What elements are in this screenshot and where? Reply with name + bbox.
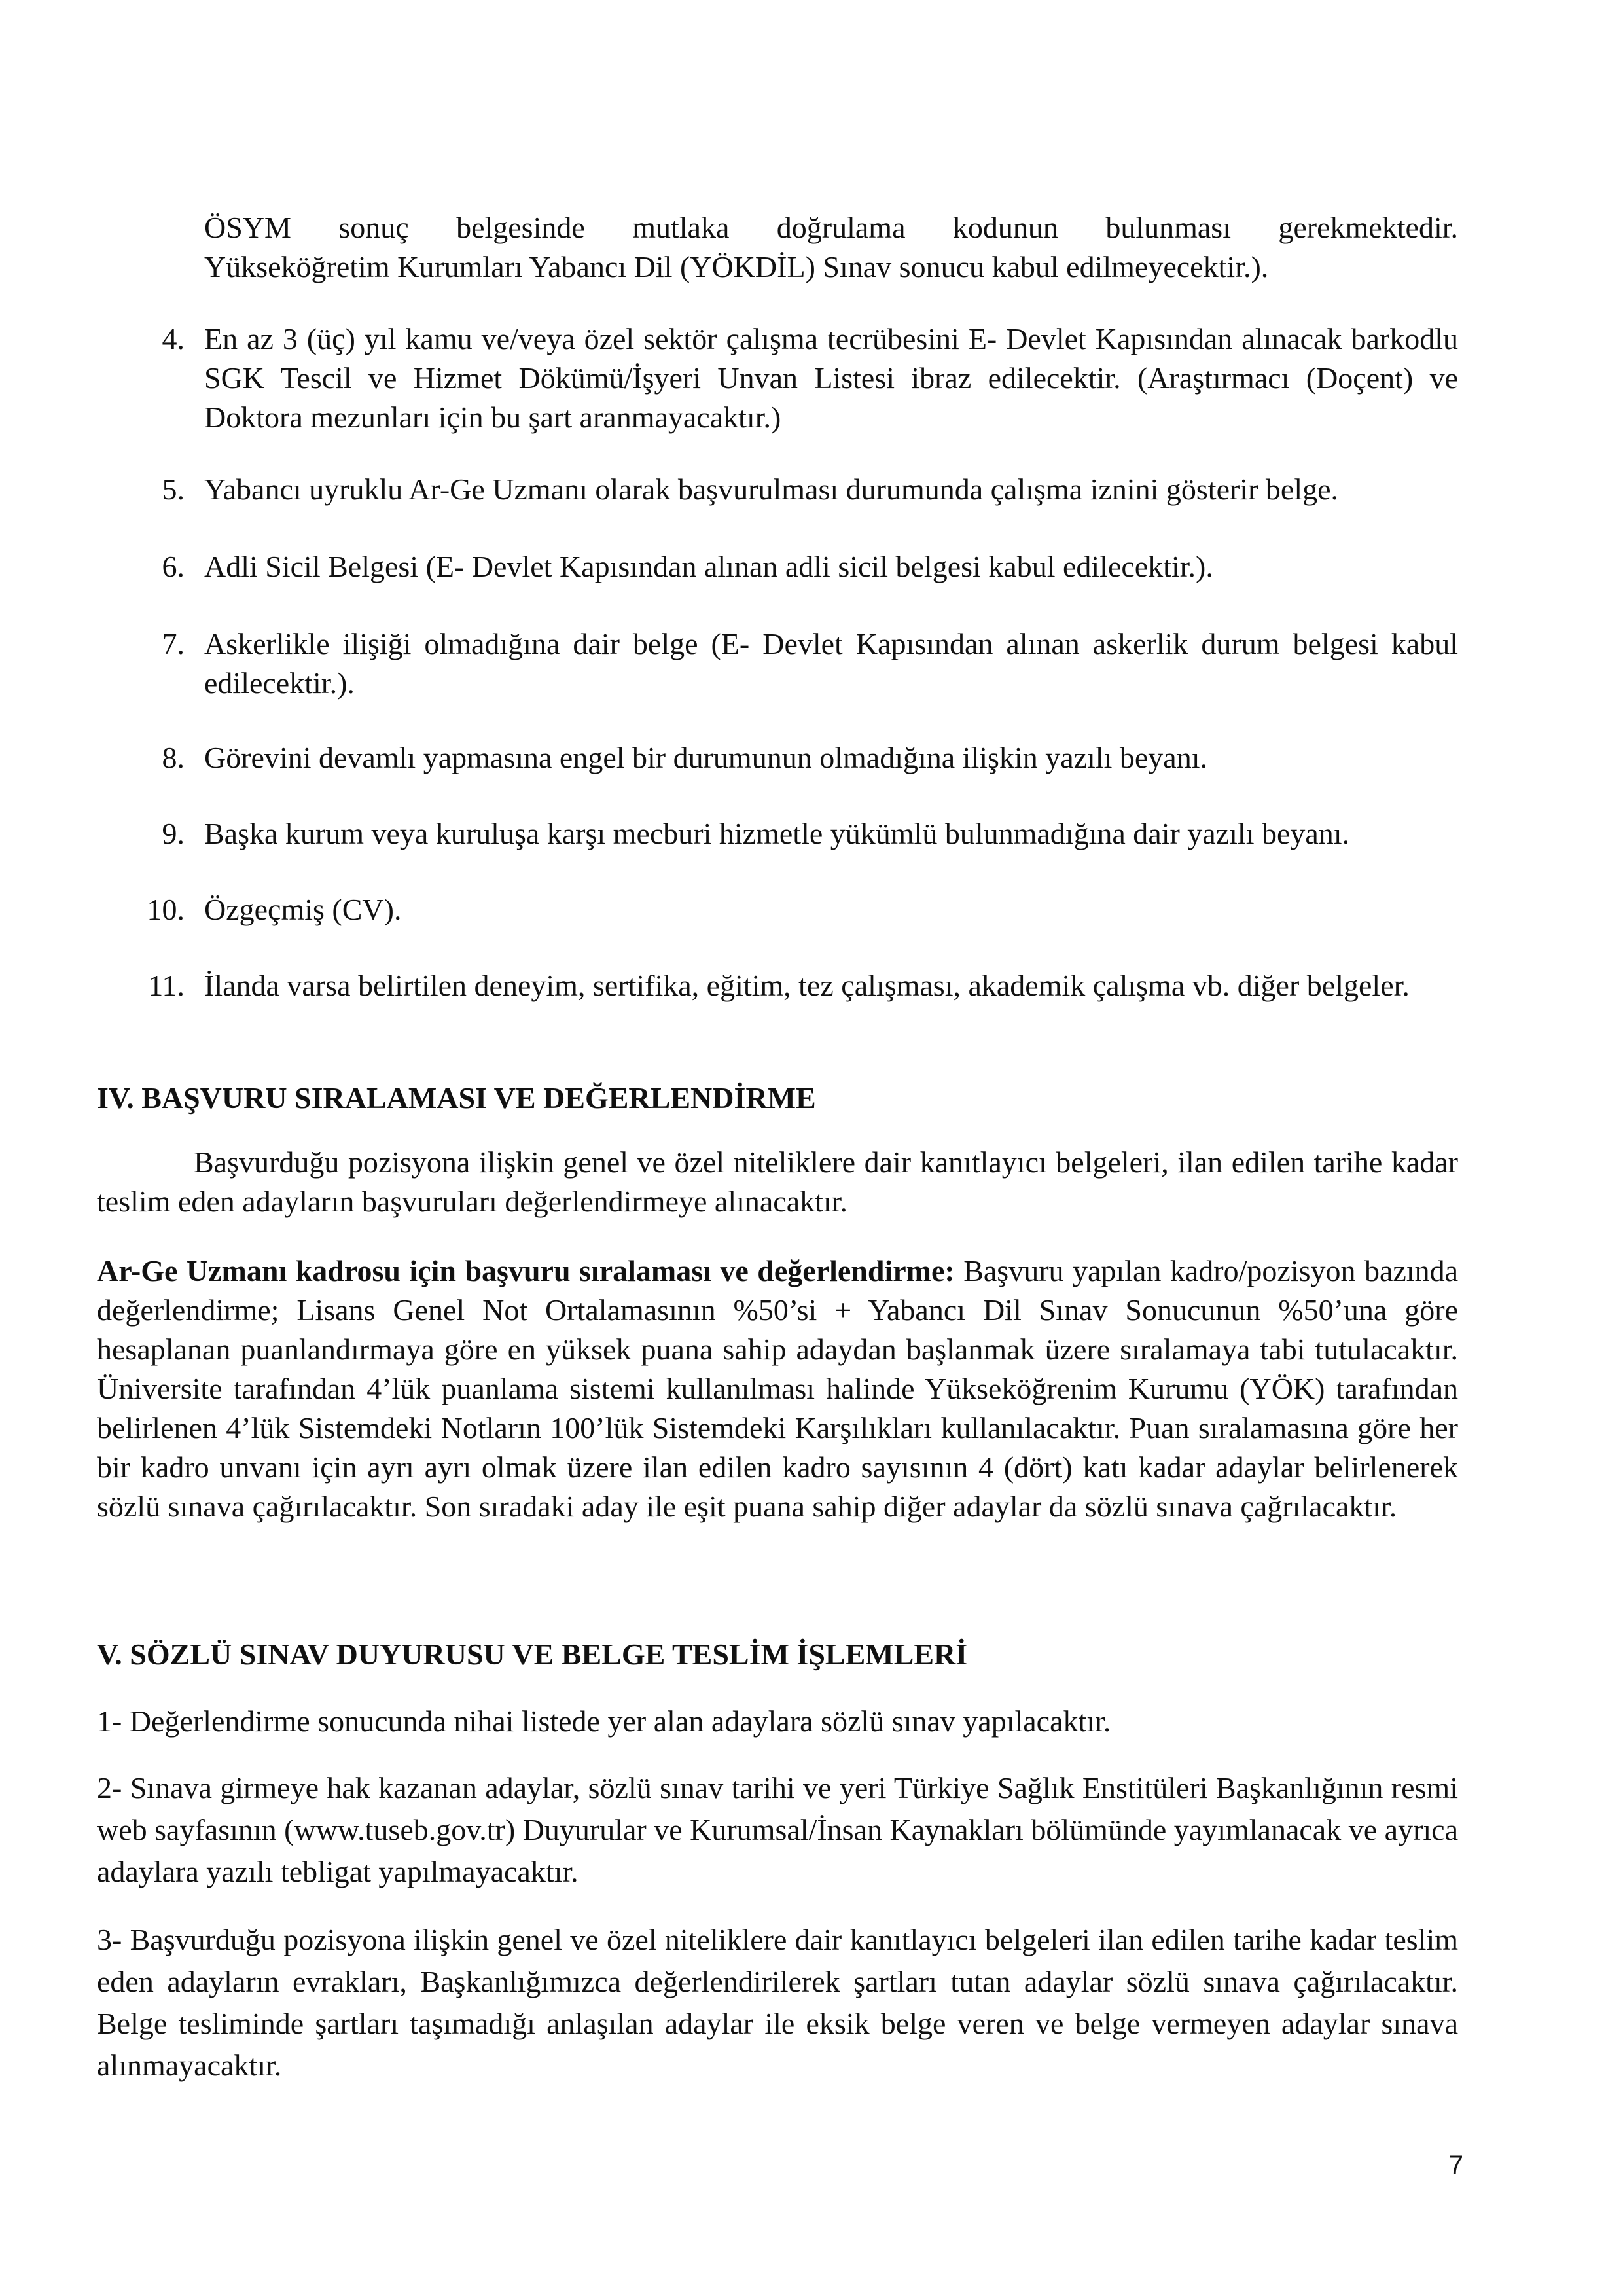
section-5-item-2: 2- Sınava girmeye hak kazanan adaylar, sözlü sınav tarihi ve yeri Türkiye Sağlık Enstitüleri Başkanlığının resmi web sayfasının (www.tuseb.gov.tr) Duyurular ve Kurumsal/İnsan Kaynakları bölümünde yayımlanacak ve ayrıca adaylara yazılı tebligat yapılmayacaktır. — [97, 1771, 1458, 1888]
list-item-text: Adli Sicil Belgesi (E- Devlet Kapısından alınan adli sicil belgesi kabul edilecektir.). — [204, 550, 1213, 583]
list-item-number: 5. — [162, 473, 185, 506]
intro-continuation-line1: ÖSYM sonuç belgesinde mutlaka doğrulama kodunun bulunması gerekmektedir. — [204, 211, 1458, 244]
list-item-number: 6. — [162, 550, 185, 583]
list-item-text: Yabancı uyruklu Ar-Ge Uzmanı olarak başvurulması durumunda çalışma iznini gösterir belge. — [204, 473, 1339, 506]
list-item-text: Görevini devamlı yapmasına engel bir durumunun olmadığına ilişkin yazılı beyanı. — [204, 741, 1207, 774]
page-number: 7 — [1448, 2151, 1463, 2179]
list-item-text: En az 3 (üç) yıl kamu ve/veya özel sektör çalışma tecrübesini E- Devlet Kapısından alınacak barkodlu SGK Tescil ve Hizmet Dökümü/İşyeri Unvan Listesi ibraz edilecektir. (Araştırmacı (Doçent) ve Doktora mezunları için bu şart aranmayacaktır.) — [204, 322, 1458, 434]
list-item-number: 10. — [147, 893, 185, 926]
section-4-paragraph-2-body: Başvuru yapılan kadro/pozisyon bazında değerlendirme; Lisans Genel Not Ortalamasının %50’si + Yabancı Dil Sınav Sonucunun %50’una göre hesaplanan puanlandırmaya göre en yüksek puana sahip adaydan başlanmak üzere sıralamaya tabi tutulacaktır. Üniversite tarafından 4’lük puanlama sistemi kullanılması halinde Yükseköğrenim Kurumu (YÖK) tarafından belirlenen 4’lük Sistemdeki Notların 100’lük Sistemdeki Karşılıkları kullanılacaktır. Puan sıralamasına göre her bir kadro unvanı için ayrı ayrı olmak üzere ilan edilen kadro sayısının 4 (dört) katı kadar adaylar belirlenerek sözlü sınava çağırılacaktır. Son sıradaki aday ile eşit puana sahip diğer adaylar da sözlü sınava çağrılacaktır. — [97, 1254, 1459, 1523]
list-item-text: Başka kurum veya kuruluşa karşı mecburi hizmetle yükümlü bulunmadığına dair yazılı beyanı. — [204, 817, 1350, 850]
list-item-text: Özgeçmiş (CV). — [204, 893, 402, 926]
section-4-heading: IV. BAŞVURU SIRALAMASI VE DEĞERLENDİRME — [97, 1081, 816, 1115]
list-item-number: 4. — [162, 322, 185, 355]
section-5-item-3: 3- Başvurduğu pozisyona ilişkin genel ve özel niteliklere dair kanıtlayıcı belgeleri ilan edilen tarihe kadar teslim eden adayların evrakları, Başkanlığımızca değerlendirilerek şartları tutan adaylar sözlü sınava çağırılacaktır. Belge tesliminde şartları taşımadığı anlaşılan adaylar ile eksik belge veren ve belge vermeyen adaylar sınava alınmayacaktır. — [97, 1923, 1458, 2082]
list-item-number: 11. — [148, 969, 185, 1002]
section-4-paragraph-2 — [97, 1251, 1458, 1526]
list-item-text: Askerlikle ilişiği olmadığına dair belge (E- Devlet Kapısından alınan askerlik durum belgesi kabul edilecektir.). — [204, 627, 1458, 700]
section-5-item-1: 1- Değerlendirme sonucunda nihai listede yer alan adaylara sözlü sınav yapılacaktır. — [97, 1704, 1111, 1738]
list-item-number: 8. — [162, 741, 185, 774]
list-item-number: 7. — [162, 627, 185, 660]
list-item-number: 9. — [162, 817, 185, 850]
section-5-heading: V. SÖZLÜ SINAV DUYURUSU VE BELGE TESLİM İŞLEMLERİ — [97, 1638, 968, 1671]
section-4-paragraph-2-lead: Ar-Ge Uzmanı kadrosu için başvuru sıralaması ve değerlendirme: — [97, 1254, 955, 1287]
section-4-paragraph-1: Başvurduğu pozisyona ilişkin genel ve özel niteliklere dair kanıtlayıcı belgeleri, ilan edilen tarihe kadar teslim eden adayların başvuruları değerlendirmeye alınacaktır. — [97, 1145, 1458, 1218]
intro-continuation-line2: Yükseköğretim Kurumları Yabancı Dil (YÖKDİL) Sınav sonucu kabul edilmeyecektir.). — [204, 250, 1269, 283]
list-item-text: İlanda varsa belirtilen deneyim, sertifika, eğitim, tez çalışması, akademik çalışma vb. diğer belgeler. — [204, 969, 1410, 1002]
